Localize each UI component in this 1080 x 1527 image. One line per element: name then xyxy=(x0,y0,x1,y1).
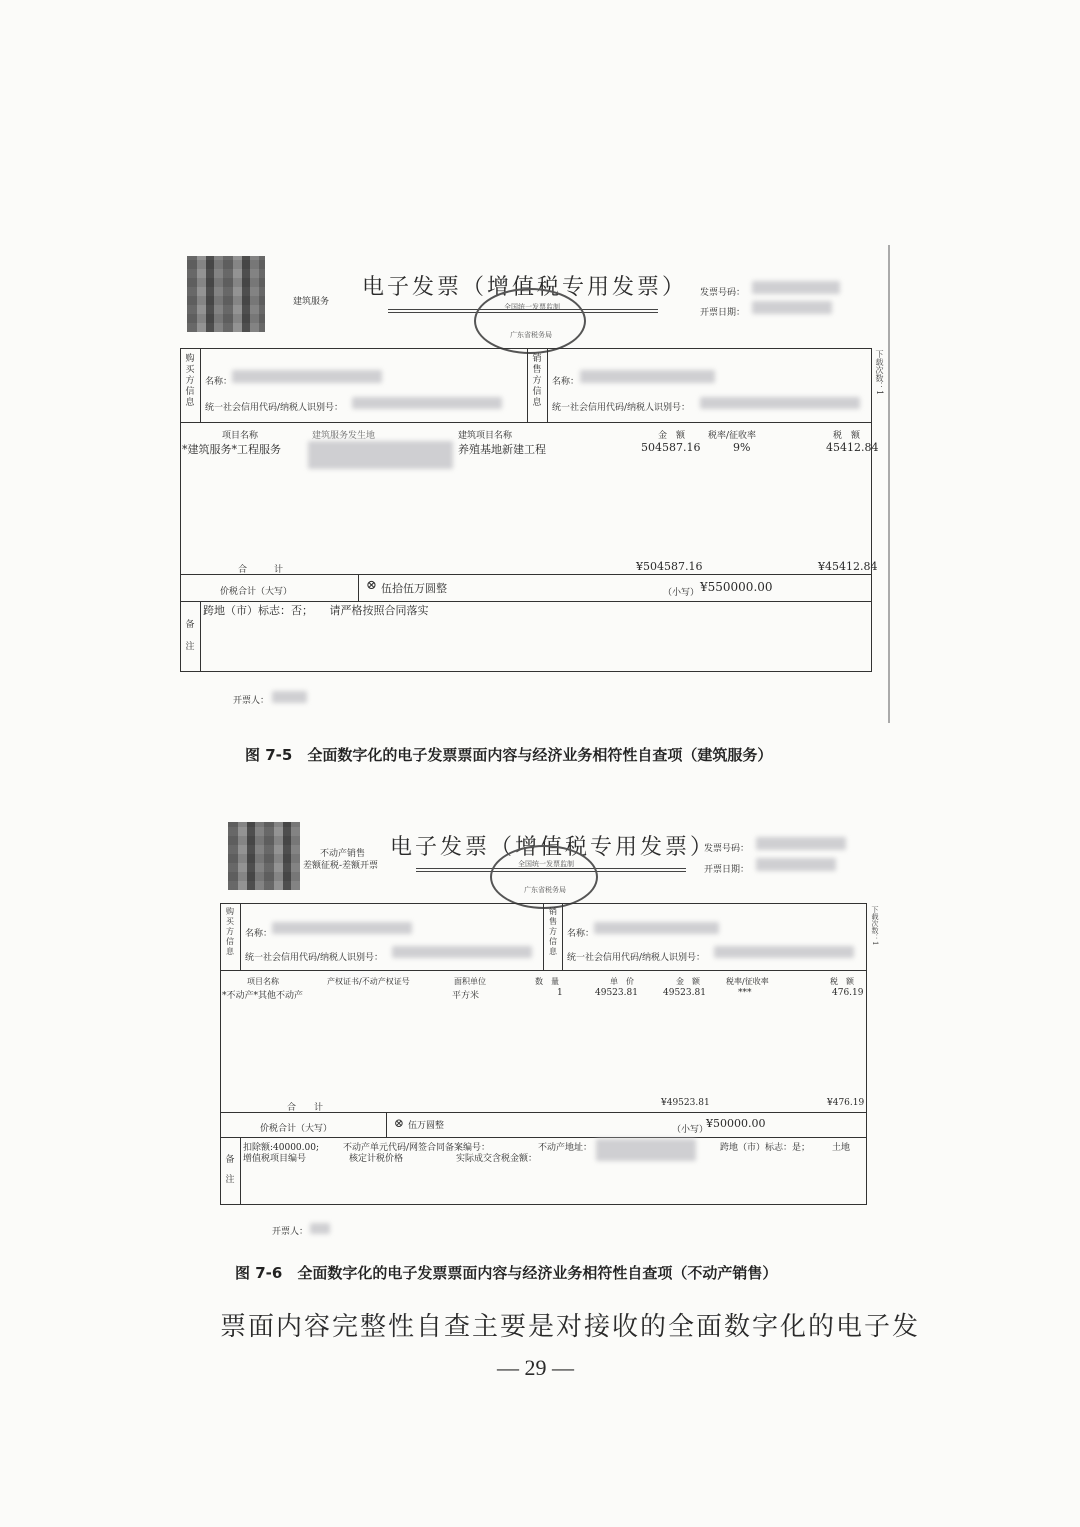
row-item: *不动产*其他不动产 xyxy=(222,991,304,1001)
total-label: 合 计 xyxy=(287,1103,324,1113)
issue-date-label: 开票日期： xyxy=(700,308,746,318)
total-tax: ¥476.19 xyxy=(827,1098,865,1108)
col-amount: 金 额 xyxy=(658,431,686,441)
issuer-redacted xyxy=(310,1223,330,1234)
invoice-number-label: 发票号码： xyxy=(700,288,746,298)
circle-x-icon: ⊗ xyxy=(366,578,377,593)
issue-date-redacted xyxy=(756,858,836,871)
invoice-number-redacted xyxy=(752,281,840,294)
issue-date-redacted xyxy=(752,301,832,314)
body-text: 票面内容完整性自查主要是对接收的全面数字化的电子发 xyxy=(220,1312,921,1342)
total-label: 合 计 xyxy=(238,565,284,575)
row-amount: 49523.81 xyxy=(663,988,706,998)
buyer-name-label: 名称： xyxy=(205,377,233,387)
sum-small-label: （小写） xyxy=(672,1125,709,1135)
page-number: — 29 — xyxy=(497,1355,574,1380)
remark-unit-code: 不动产单元代码/网签合同备案编号： xyxy=(343,1143,491,1153)
row-amount: 504587.16 xyxy=(641,441,701,454)
buyer-name-label: 名称： xyxy=(245,929,273,939)
row-item: *建筑服务*工程服务 xyxy=(182,443,281,456)
download-note: 下载次数：1 xyxy=(875,350,884,396)
buyer-taxid-redacted xyxy=(392,946,532,958)
remark-cross-region: 跨地（市）标志：是； xyxy=(720,1143,811,1153)
col-price: 单 价 xyxy=(610,977,634,986)
sum-small-label: （小写） xyxy=(663,588,700,598)
col-rate: 税率/征收率 xyxy=(708,431,757,441)
caption-fig-7-6: 图 7-6 全面数字化的电子发票票面内容与经济业务相符性自查项（不动产销售） xyxy=(235,1264,778,1282)
seller-name-label: 名称： xyxy=(567,929,595,939)
col-rate: 税率/征收率 xyxy=(726,977,769,986)
row-unit: 平方米 xyxy=(452,991,480,1001)
col-project: 建筑项目名称 xyxy=(458,431,513,441)
seller-side-label: 销售方信息 xyxy=(549,907,557,956)
invoice-tag-1: 不动产销售 xyxy=(320,849,366,859)
sum-big: 伍万圆整 xyxy=(408,1121,445,1131)
buyer-taxid-redacted xyxy=(352,397,502,409)
download-note: 下载次数：1 xyxy=(871,906,879,946)
col-item: 项目名称 xyxy=(247,977,279,986)
buyer-side-label: 购买方信息 xyxy=(185,354,195,408)
buyer-name-redacted xyxy=(232,370,382,383)
total-amount: ¥49523.81 xyxy=(661,1098,710,1108)
invoice-title: 电子发票（增值税专用发票） xyxy=(390,835,716,860)
row-tax: 45412.84 xyxy=(826,441,879,454)
circle-x-icon: ⊗ xyxy=(394,1116,405,1130)
row-project: 养殖基地新建工程 xyxy=(458,443,546,456)
buyer-side-label: 购买方信息 xyxy=(226,907,234,956)
invoice-number-redacted xyxy=(756,837,846,850)
total-tax: ¥45412.84 xyxy=(818,560,878,573)
row-rate: *** xyxy=(738,988,752,998)
scan-edge xyxy=(888,245,890,723)
row-price: 49523.81 xyxy=(595,988,638,998)
seller-name-redacted xyxy=(594,922,719,934)
remark-address-redacted xyxy=(596,1139,696,1161)
col-item: 项目名称 xyxy=(222,431,259,441)
col-amount: 金 额 xyxy=(676,977,700,986)
remark-actual-amount: 实际成交含税金额： xyxy=(456,1154,538,1164)
issuer-label: 开票人： xyxy=(233,696,270,706)
remark-deduction: 扣除额:40000.00; xyxy=(243,1143,320,1153)
buyer-taxid-label: 统一社会信用代码/纳税人识别号： xyxy=(245,953,384,963)
buyer-name-redacted xyxy=(272,922,412,934)
col-tax: 税 额 xyxy=(830,977,854,986)
invoice-tag: 建筑服务 xyxy=(293,297,330,307)
remark-text: 跨地（市）标志：否； 请严格按照合同落实 xyxy=(203,604,429,617)
remark-assessed-price: 核定计税价格 xyxy=(349,1154,404,1164)
caption-fig-7-5: 图 7-5 全面数字化的电子发票票面内容与经济业务相符性自查项（建筑服务） xyxy=(245,746,773,764)
seller-name-redacted xyxy=(580,370,715,383)
col-qty: 数 量 xyxy=(535,977,559,986)
invoice-tag-2: 差额征税-差额开票 xyxy=(303,861,379,871)
seller-side-label: 销售方信息 xyxy=(532,354,542,408)
remark-side-label: 备注 xyxy=(225,1155,235,1185)
seller-taxid-redacted xyxy=(700,397,860,409)
sum-label: 价税合计（大写） xyxy=(220,587,293,597)
seller-name-label: 名称： xyxy=(552,377,580,387)
total-amount: ¥504587.16 xyxy=(636,560,703,573)
qr-code-icon xyxy=(228,822,300,890)
col-tax: 税 额 xyxy=(833,431,861,441)
sum-label: 价税合计（大写） xyxy=(260,1124,333,1134)
remark-address-label: 不动产地址： xyxy=(538,1143,593,1153)
qr-code-icon xyxy=(187,256,265,332)
row-location-redacted xyxy=(308,441,453,469)
issue-date-label: 开票日期： xyxy=(704,865,750,875)
col-location: 建筑服务发生地 xyxy=(312,431,376,441)
invoice-title: 电子发票（增值税专用发票） xyxy=(362,275,688,300)
seller-taxid-label: 统一社会信用代码/纳税人识别号： xyxy=(567,953,706,963)
sum-big: 伍拾伍万圆整 xyxy=(381,582,447,595)
sum-small: ¥550000.00 xyxy=(700,580,773,594)
row-tax: 476.19 xyxy=(832,988,864,998)
tax-seal-icon: 全国统一发票监制 广东省税务局 xyxy=(490,845,598,909)
row-rate: 9% xyxy=(733,441,751,454)
row-qty: 1 xyxy=(557,988,563,998)
buyer-taxid-label: 统一社会信用代码/纳税人识别号： xyxy=(205,403,344,413)
seller-taxid-label: 统一社会信用代码/纳税人识别号： xyxy=(552,403,691,413)
tax-seal-icon: 全国统一发票监制 广东省税务局 xyxy=(474,288,586,354)
sum-small: ¥50000.00 xyxy=(706,1117,766,1130)
col-cert: 产权证书/不动产权证号 xyxy=(327,977,410,986)
remark-side-label: 备注 xyxy=(185,620,195,652)
issuer-label: 开票人： xyxy=(272,1227,309,1237)
remark-project-no: 增值税项目编号 xyxy=(243,1154,307,1164)
col-unit: 面积单位 xyxy=(454,977,486,986)
seller-taxid-redacted xyxy=(714,946,854,958)
remark-land: 土地 xyxy=(832,1143,851,1153)
issuer-redacted xyxy=(272,691,307,703)
invoice-number-label: 发票号码： xyxy=(704,844,750,854)
